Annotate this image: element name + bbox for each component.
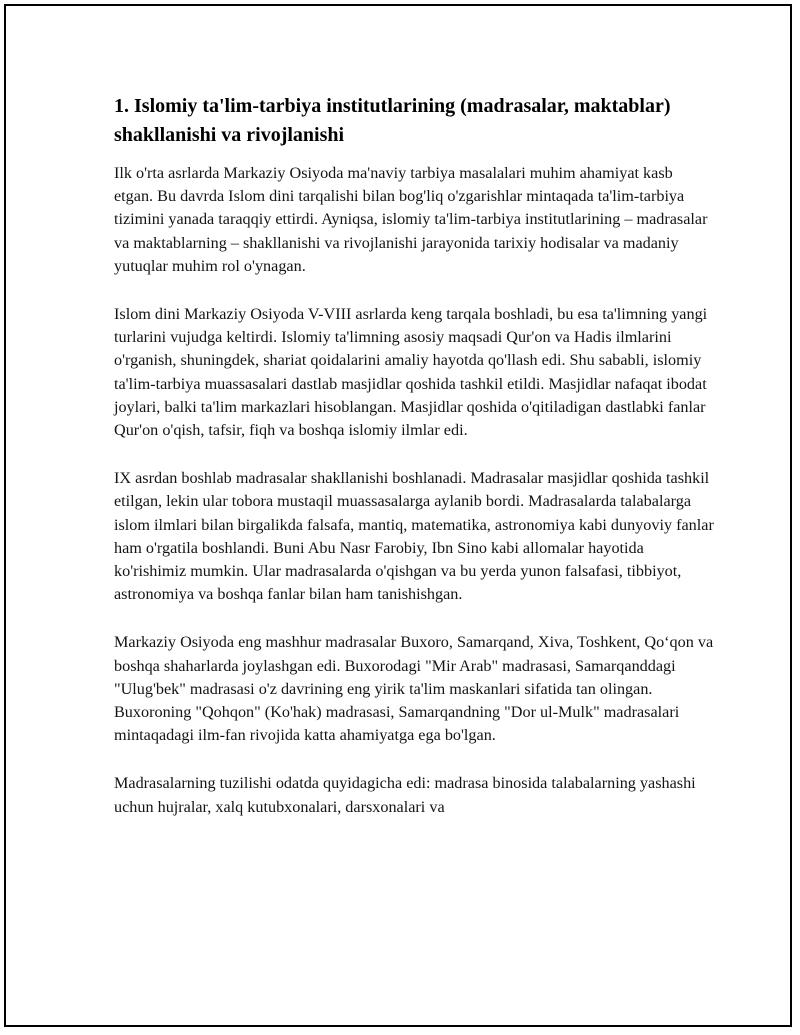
paragraph-5: Madrasalarning tuzilishi odatda quyidagicha edi: madrasa binosida talabalarning yashashi uchun hujralar, xalq kutubxonalari, darsxonalari va [114, 774, 696, 816]
paragraph-2: Islom dini Markaziy Osiyoda V-VIII asrlarda keng tarqala boshladi, bu esa ta'limning yangi turlarini vujudga keltirdi. Islomiy ta'limning asosiy maqsadi Qur'on va Hadis ilmlarini o'rganish, shuningdek, shariat qoidalarini amaliy hayotda qo'llash edi. Shu sababli, islomiy ta'lim-tarbiya muassasalari dastlab masjidlar qoshida tashkil etildi. Masjidlar nafaqat ibodat joylari, balki ta'lim markazlari hisoblangan. Masjidlar qoshida o'qitiladigan dastlabki fanlar Qur'on o'qish, tafsir, fiqh va boshqa islomiy ilmlar edi. [114, 305, 708, 440]
paragraph-4: Markaziy Osiyoda eng mashhur madrasalar Buxoro, Samarqand, Xiva, Toshkent, Qo‘qon va boshqa shaharlarda joylashgan edi. Buxorodagi "Mir Arab" madrasasi, Samarqanddagi "Ulug'bek" madrasasi o'z davrining eng yirik ta'lim maskanlari sifatida tan olingan. Buxoroning "Qohqon" (Ko'hak) madrasasi, Samarqandning "Dor ul-Mulk" madrasalari mintaqadagi ilm-fan rivojida katta ahamiyatga ega bo'lgan. [114, 633, 714, 745]
section-heading: 1. Islomiy ta'lim-tarbiya institutlarining (madrasalar, maktablar) shakllanishi va rivojlanishi [114, 95, 671, 146]
paragraph-3: IX asrdan boshlab madrasalar shakllanishi boshlanadi. Madrasalar masjidlar qoshida tashkil etilgan, lekin ular tobora mustaqil muassasalarga aylanib bordi. Madrasalarda talabalarga islom ilmlari bilan birgalikda falsafa, mantiq, matematika, astronomiya kabi dunyoviy fanlar ham o'rgatila boshlandi. Buni Abu Nasr Farobiy, Ibn Sino kabi allomalar hayotida ko'rishimiz mumkin. Ular madrasalarda o'qishgan va bu yerda yunon falsafasi, tibbiyot, astronomiya va boshqa fanlar bilan ham tanishishgan. [114, 469, 714, 604]
paragraph-1: Ilk o'rta asrlarda Markaziy Osiyoda ma'naviy tarbiya masalalari muhim ahamiyat kasb etgan. Bu davrda Islom dini tarqalishi bilan bog'liq o'zgarishlar mintaqada ta'lim-tarbiya tizimini yanada taraqqiy ettirdi. Ayniqsa, islomiy ta'lim-tarbiya institutlarining – madrasalar va maktablarning – shakllanishi va rivojlanishi jarayonida tarixiy hodisalar va madaniy yutuqlar muhim rol o'ynagan. [114, 164, 708, 275]
document-body [114, 92, 714, 844]
